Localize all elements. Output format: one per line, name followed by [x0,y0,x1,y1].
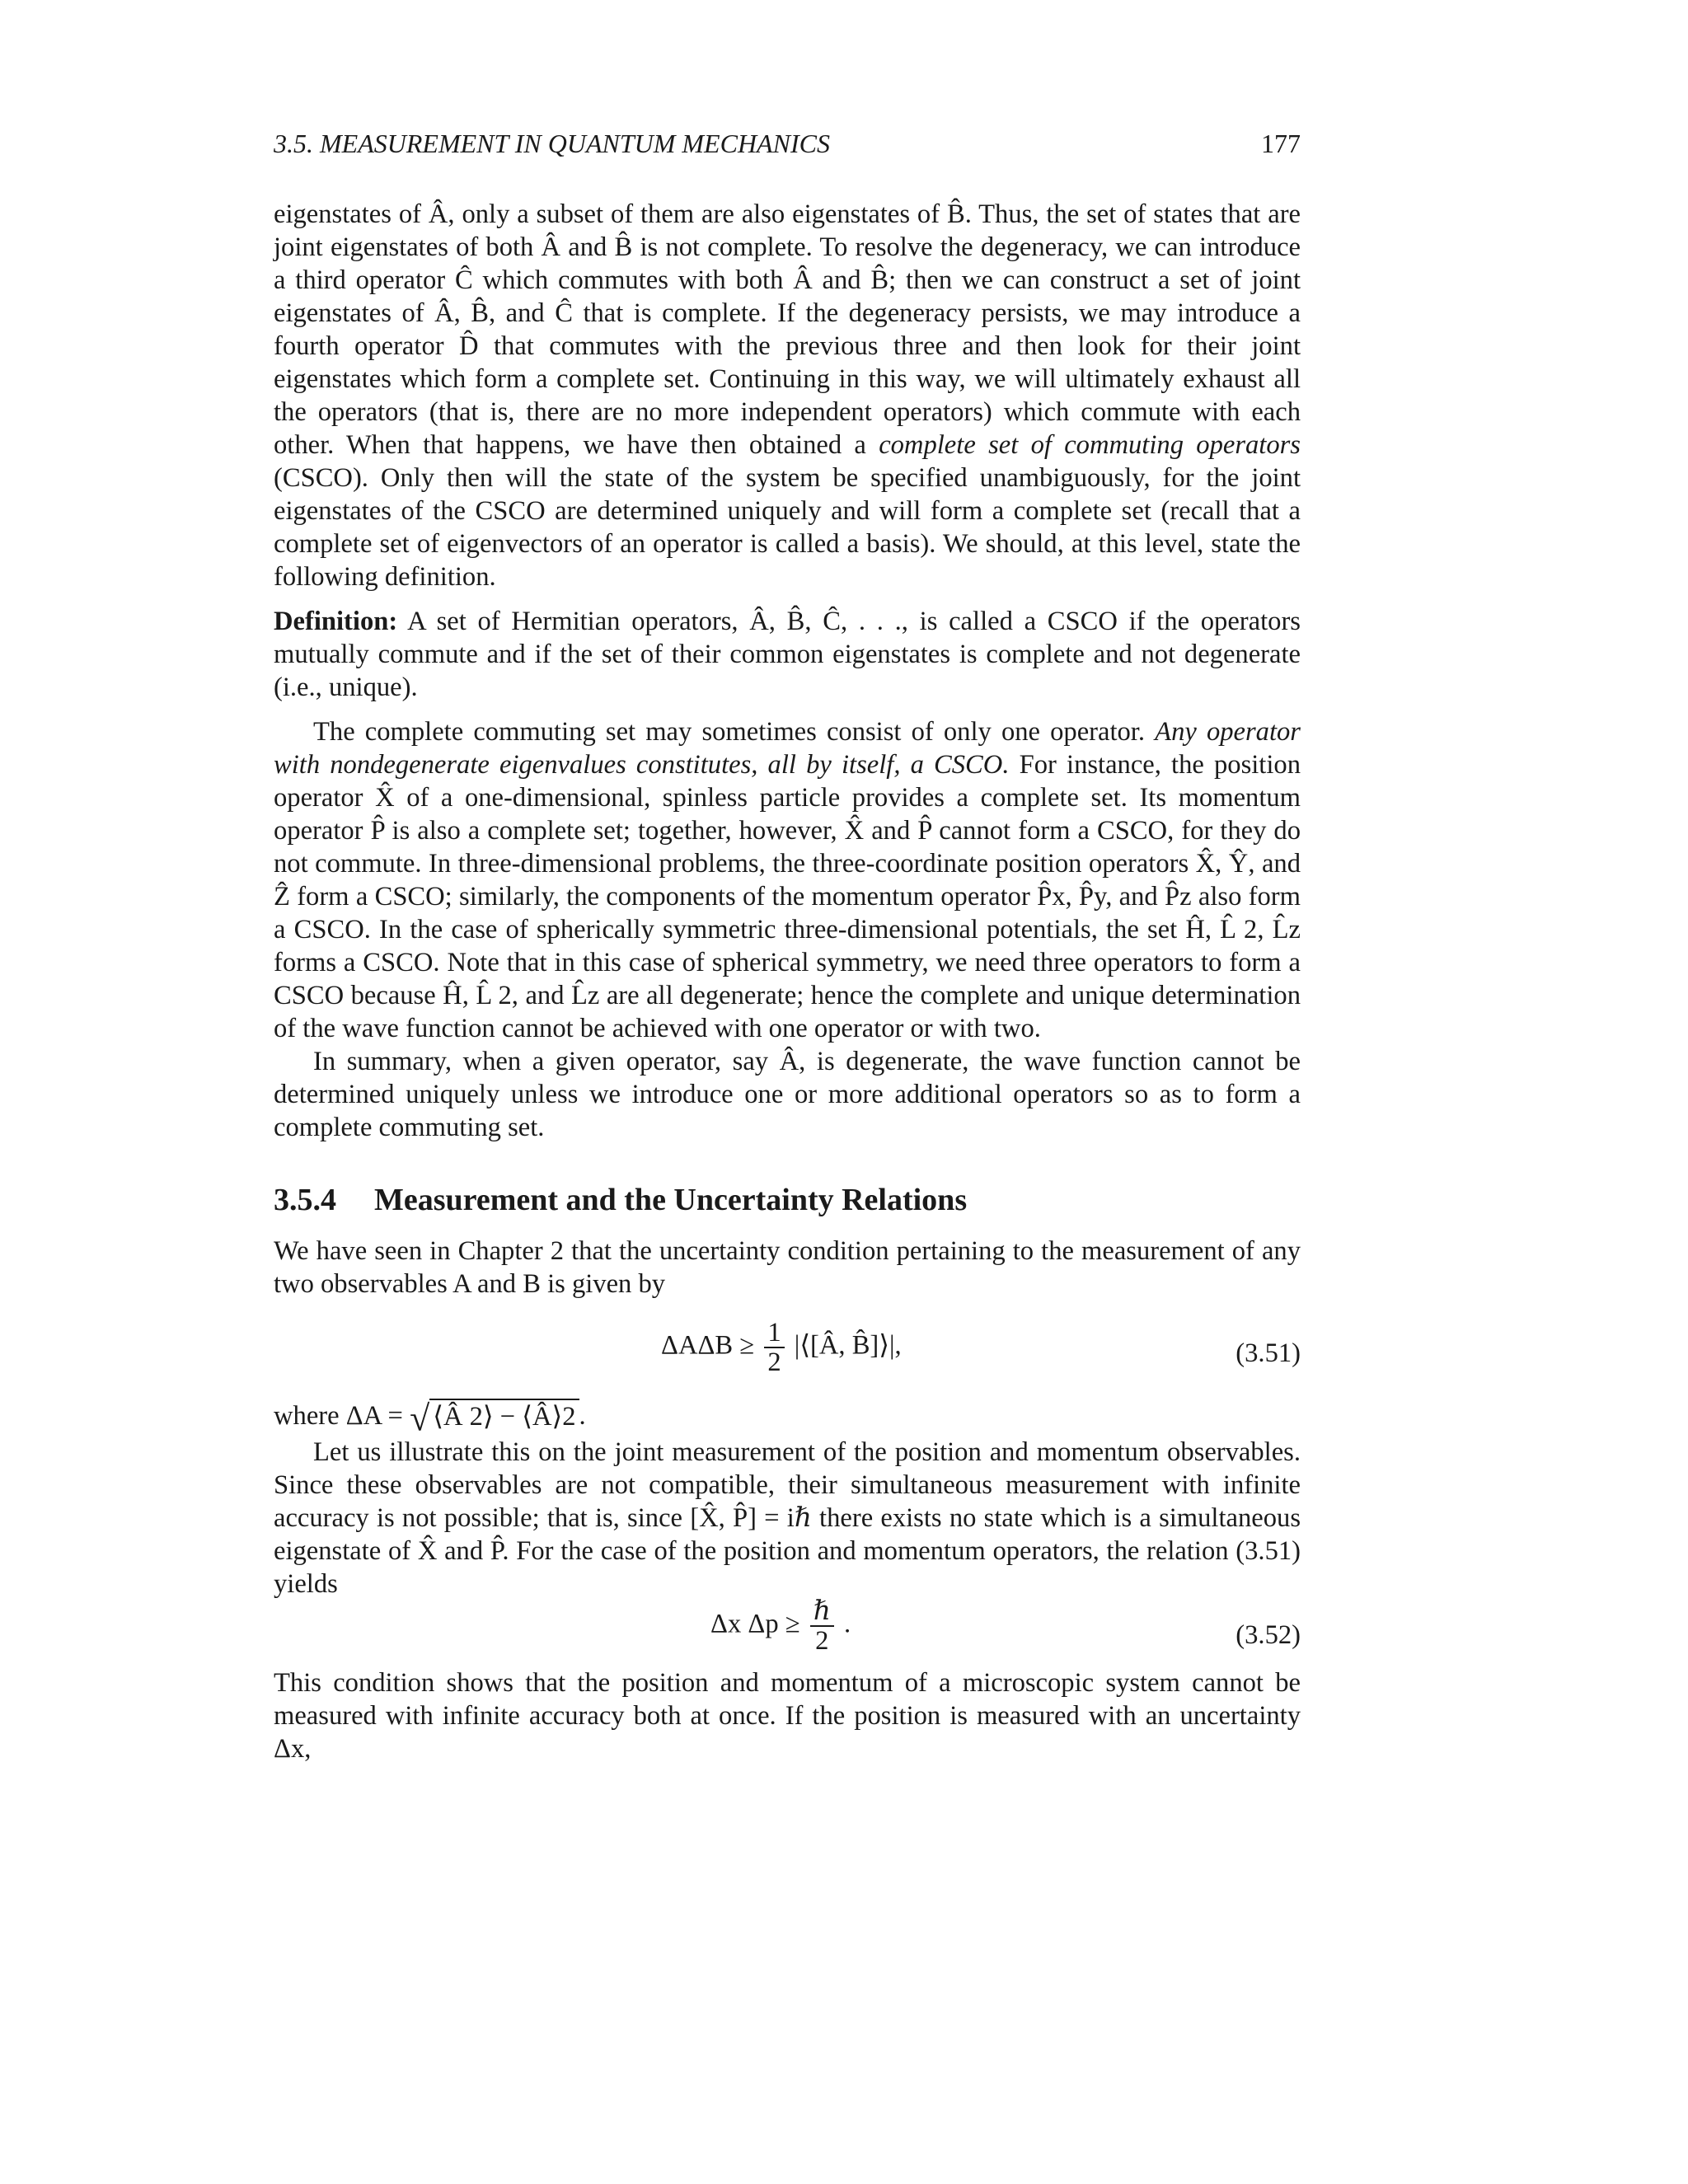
paragraph-text: . [579,1401,586,1431]
equation-number: (3.51) [1236,1338,1301,1368]
paragraph-summary [274,1045,1301,1144]
body-text [274,198,1301,1765]
emphasis-text: complete set of commuting operators [879,430,1301,460]
paragraph-text: where ΔA = [274,1401,403,1431]
fraction-denominator: 2 [767,1347,781,1377]
fraction [764,1319,784,1376]
definition-text: A set of Hermitian operators, Â, B̂, Ĉ, . . ., is called a CSCO if the operators mutually commute and if the set of their common eigenstates is complete and not degenerate (i.e., unique). [274,607,1301,702]
running-header [274,122,1301,165]
definition-term: Definition: [274,607,398,636]
section-title: Measurement and the Uncertainty Relations [374,1183,968,1217]
equation-rhs: |⟨[Â, B̂]⟩|, [794,1330,902,1361]
equation-lhs: ΔAΔB ≥ [661,1330,755,1361]
definition [274,605,1301,704]
fraction-denominator: 2 [815,1625,829,1656]
paragraph-text: We have seen in Chapter 2 that the uncertainty condition pertaining to the measurement of any two observables A and B is given by [274,1236,1301,1299]
section-heading [274,1177,1301,1223]
square-root [410,1398,579,1439]
paragraph-condition [274,1666,1301,1765]
page-number: 177 [1261,129,1301,158]
paragraph-text: eigenstates of Â, only a subset of them are also eigenstates of B̂. Thus, the set of states that are joint eigenstates of both Â and B̂ is not complete. To resolve the degeneracy, we can introduce a third operator Ĉ which commutes with both Â and B̂; then we can construct a set of joint eigenstates of Â, B̂, and Ĉ that is complete. If the degeneracy persists, we may introduce a fourth operator D̂ that commutes with the previous three and then look for their joint eigenstates which form a complete set. Continuing in this way, we will ultimately exhaust all the operators (that is, there are no more independent operators) which commute with each other. When that happens, we have then obtained a [274,199,1301,460]
paragraph-where [274,1398,1301,1439]
section-number: 3.5.4 [274,1183,336,1217]
running-title: 3.5. MEASUREMENT IN QUANTUM MECHANICS [274,129,830,158]
fraction-numerator: 1 [764,1319,784,1348]
paragraph-uncertainty [274,1235,1301,1301]
sqrt-sign-icon: √ [410,1398,430,1439]
equation-body [710,1597,851,1655]
equation-body [661,1319,902,1376]
paragraph-text: (CSCO). Only then will the state of the system be specified unambiguously, for the joint eigenstates of the CSCO are determined uniquely and will form a complete set (recall that a complete set of eigenvectors of an operator is called a basis). We should, at this level, state the following definition. [274,463,1301,592]
fraction [810,1597,834,1655]
equation-3-51 [274,1319,1301,1388]
equation-number: (3.52) [1236,1619,1301,1650]
paragraph-illustration [274,1436,1301,1601]
equation-lhs: Δx Δp ≥ [710,1609,800,1639]
paragraph-text: For instance, the position operator X̂ of a one-dimensional, spinless particle provides a complete set. Its momentum operator P̂ is also a complete set; together, however, X̂ and P̂ cannot form a CSCO, for they do not commute. In three-dimensional problems, the three-coordinate position operators X̂, Ŷ, and Ẑ form a CSCO; similarly, the components of the momentum operator P̂x, P̂y, and P̂z also form a CSCO. In the case of spherically symmetric three-dimensional potentials, the set Ĥ, L̂ 2, L̂z forms a CSCO. Note that in this case of spherical symmetry, we need three operators to form a CSCO because Ĥ, L̂ 2, and L̂z are all degenerate; hence the complete and unique determination of the wave function cannot be achieved with one operator or with two. [274,750,1301,1043]
paragraph-text: Let us illustrate this on the joint measurement of the position and momentum observables. Since these observables are not compatible, their simultaneous measurement with infinite accuracy is not possible; that is, since [X̂, P̂] = iℏ there exists no state which is a simultaneous eigenstate of X̂ and P̂. For the case of the position and momentum operators, the relation (3.51) yields [274,1436,1301,1599]
sqrt-radicand: ⟨Â 2⟩ − ⟨Â⟩2 [429,1399,579,1432]
paragraph-text: In summary, when a given operator, say Â, is degenerate, the wave function cannot be determined uniquely unless we introduce one or more additional operators so as to form a complete commuting set. [274,1047,1301,1142]
paragraph-text: The complete commuting set may sometimes consist of only one operator. [313,717,1146,747]
paragraph-csco [274,715,1301,1045]
emphasis-text: Any operator with nondegenerate eigenvalues constitutes, all by itself, a CSCO. [274,717,1301,780]
paragraph-cont [274,198,1301,593]
fraction-numerator: ℏ [810,1597,834,1627]
paragraph-text: This condition shows that the position and momentum of a microscopic system cannot be measured with infinite accuracy both at once. If the position is measured with an uncertainty Δx, [274,1667,1301,1764]
equation-3-52 [274,1596,1301,1666]
equation-rhs: . [843,1609,851,1639]
